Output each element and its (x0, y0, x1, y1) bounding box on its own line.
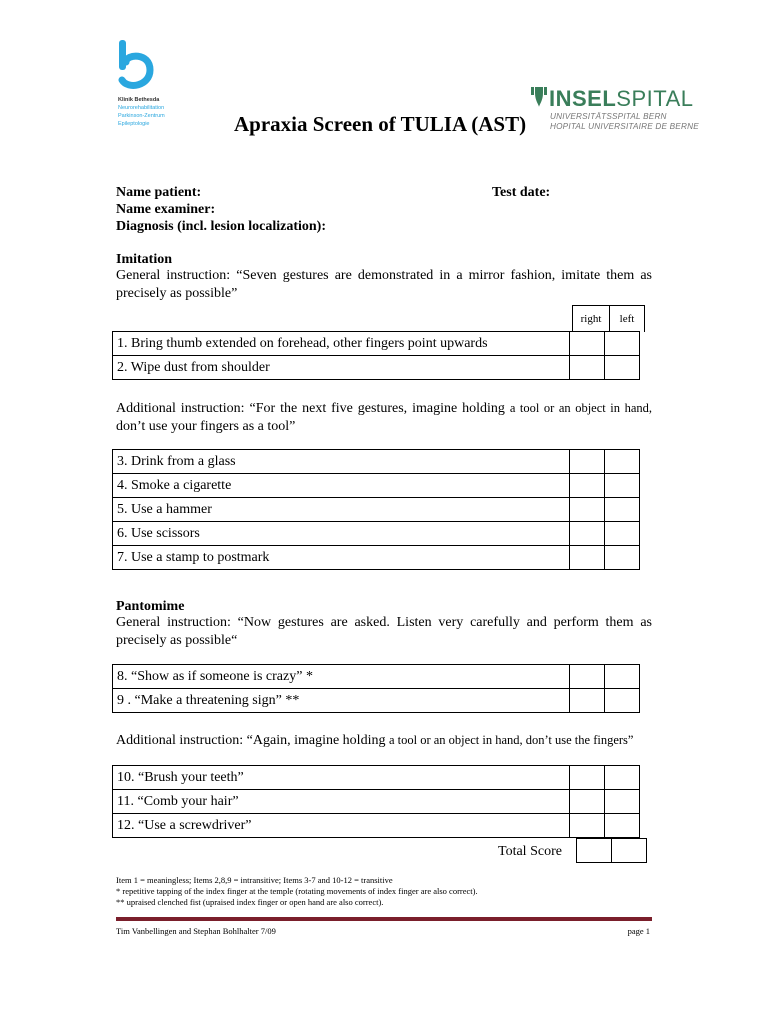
score-cell-left[interactable] (605, 766, 640, 790)
table-row (113, 546, 640, 570)
score-cell-right[interactable] (570, 332, 605, 356)
score-cell-left[interactable] (605, 814, 640, 838)
col-left-label: left (619, 313, 635, 325)
klinik-bethesda-logo-icon (116, 40, 156, 92)
footnote: Item 1 = meaningless; Items 2,8,9 = intransitive; Items 3-7 and 10-12 = transitive (116, 875, 393, 885)
item-label: 4. Smoke a cigarette (113, 474, 570, 498)
score-cell-right[interactable] (570, 689, 605, 713)
score-cell-right[interactable] (570, 814, 605, 838)
test-date-label: Test date: (492, 185, 551, 200)
inselspital-subtitle (550, 112, 699, 132)
footer-authors: Tim Vanbellingen and Stephan Bohlhalter 7/09 (116, 926, 276, 936)
side-column-header (572, 305, 645, 332)
table-row (113, 665, 640, 689)
imitation-heading: Imitation (116, 252, 172, 267)
item-label: 7. Use a stamp to postmark (113, 546, 570, 570)
score-cell-right[interactable] (570, 356, 605, 380)
table-row (113, 332, 640, 356)
score-cell-left[interactable] (605, 665, 640, 689)
score-cell-right[interactable] (570, 790, 605, 814)
pantomime-table-b (112, 765, 640, 838)
total-score-label: Total Score (498, 844, 562, 859)
instr-small-text: a tool or an object in hand, don’t use the fingers” (388, 733, 634, 747)
table-row (113, 814, 640, 838)
score-cell-left[interactable] (605, 790, 640, 814)
item-label: 6. Use scissors (113, 522, 570, 546)
insel-sub-line: UNIVERSITÄTSSPITAL BERN (550, 112, 667, 121)
instr-small-text: a tool or an object in hand, (509, 401, 652, 415)
item-label: 11. “Comb your hair” (113, 790, 570, 814)
score-cell-right[interactable] (570, 450, 605, 474)
item-label: 10. “Brush your teeth” (113, 766, 570, 790)
insel-sub-line: HOPITAL UNIVERSITAIRE DE BERNE (550, 122, 699, 131)
logo-line: Klinik Bethesda (118, 97, 160, 103)
score-cell-right[interactable] (570, 498, 605, 522)
score-cell-left[interactable] (605, 522, 640, 546)
score-cell-right[interactable] (570, 546, 605, 570)
table-row (113, 498, 640, 522)
name-patient-label: Name patient: (116, 185, 202, 200)
imitation-table-a (112, 331, 640, 380)
table-row (113, 790, 640, 814)
footer-page-number: page 1 (627, 926, 650, 936)
score-cell-right[interactable] (570, 522, 605, 546)
name-examiner-label: Name examiner: (116, 202, 216, 217)
klinik-logo-text (118, 96, 165, 128)
inselspital-wordmark: INSELSPITAL (549, 86, 694, 111)
instr-text: don’t use your fingers as a tool” (116, 419, 296, 434)
score-cell-left[interactable] (605, 498, 640, 522)
page-title: Apraxia Screen of TULIA (AST) (234, 112, 527, 136)
item-label: 8. “Show as if someone is crazy” * (113, 665, 570, 689)
imitation-table-b (112, 449, 640, 570)
table-row (113, 356, 640, 380)
table-row (577, 839, 647, 863)
score-cell-left[interactable] (605, 332, 640, 356)
col-right-label: right (573, 306, 610, 332)
pantomime-table-a (112, 664, 640, 713)
item-label: 3. Drink from a glass (113, 450, 570, 474)
instr-text: Additional instruction: “For the next five gestures, imagine holding (116, 401, 510, 416)
score-cell-right[interactable] (570, 665, 605, 689)
item-label: 9 . “Make a threatening sign” ** (113, 689, 570, 713)
pantomime-additional-instruction (116, 731, 652, 750)
diagnosis-label: Diagnosis (incl. lesion localization): (116, 219, 326, 234)
total-score-cell-left[interactable] (612, 839, 647, 863)
pantomime-instruction: General instruction: “Now gestures are asked. Listen very carefully and perform them as precisely as possible“ (116, 615, 652, 648)
pantomime-heading: Pantomime (116, 599, 185, 614)
table-row (113, 689, 640, 713)
total-score-cell-right[interactable] (577, 839, 612, 863)
inselspital-emblem-icon (531, 87, 547, 107)
score-cell-left[interactable] (605, 546, 640, 570)
imitation-instruction: General instruction: “Seven gestures are demonstrated in a mirror fashion, imitate them as precisely as possible” (116, 268, 652, 301)
footnotes (116, 875, 478, 908)
logo-line: Parkinson-Zentrum (118, 113, 165, 119)
table-row (113, 766, 640, 790)
table-row (113, 522, 640, 546)
table-row (113, 450, 640, 474)
score-cell-right[interactable] (570, 474, 605, 498)
instr-text: Additional instruction: “Again, imagine holding (116, 733, 389, 748)
score-cell-left[interactable] (605, 356, 640, 380)
logo-line: Epileptologie (118, 121, 150, 127)
item-label: 12. “Use a screwdriver” (113, 814, 570, 838)
item-label: 2. Wipe dust from shoulder (113, 356, 570, 380)
score-cell-right[interactable] (570, 766, 605, 790)
item-label: 1. Bring thumb extended on forehead, other fingers point upwards (113, 332, 570, 356)
imitation-additional-instruction (116, 399, 652, 436)
score-cell-left[interactable] (605, 474, 640, 498)
score-cell-left[interactable] (605, 689, 640, 713)
total-score-table (576, 838, 647, 863)
item-label: 5. Use a hammer (113, 498, 570, 522)
table-row (113, 474, 640, 498)
logo-line: Neurorehabilitation (118, 105, 165, 111)
footnote: ** upraised clenched fist (upraised index finger or open hand are also correct). (116, 897, 384, 907)
score-cell-left[interactable] (605, 450, 640, 474)
footer-divider (116, 917, 652, 921)
footnote: * repetitive tapping of the index finger at the temple (rotating movements of index finger are also correct). (116, 886, 478, 896)
